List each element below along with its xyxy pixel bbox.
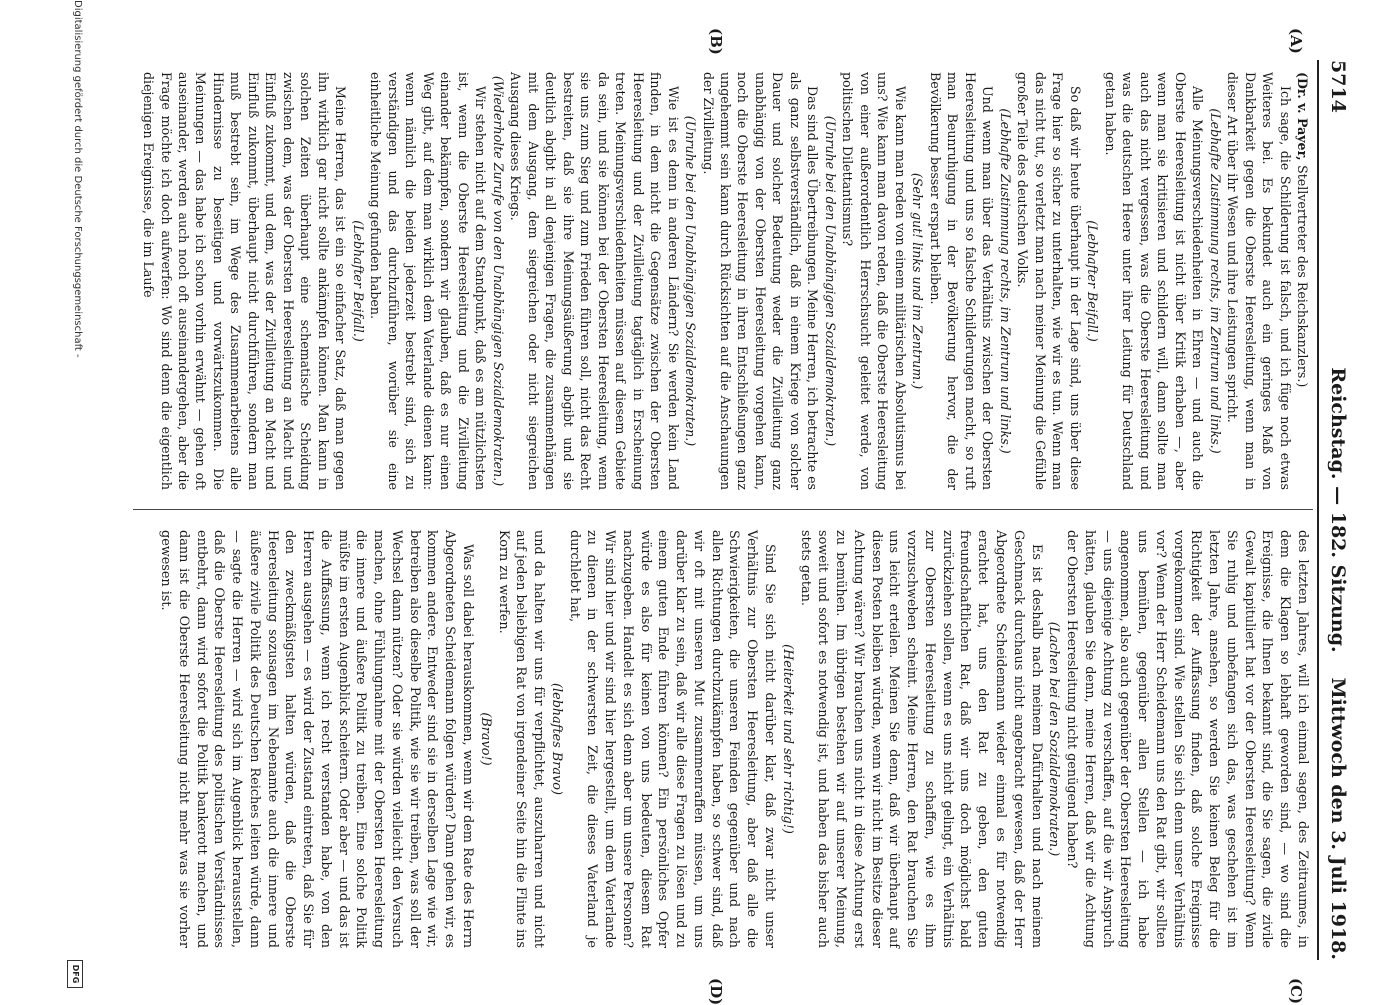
speech-paragraph: So daß wir heute überhaupt in der Lage sind, uns über diese Frage hier so sicher zu unterhalten, wie wir es tun. Wenn man das nicht tut, so verletzt man nach meiner Meinung die Gefühle großer Teile des deutschen Volks. <box>1015 72 1083 490</box>
speaker-line <box>1294 72 1311 490</box>
speech-paragraph: Es ist deshalb nach meinem Dafürhalten und nach meinem Geschmack durchaus nicht angebracht gewesen, daß der Herr Abgeordnete Scheidemann wieder einmal es für notwendig erachtet hat, uns den Rat zu geben, den guten freundschaftlichen Rat, daß wir uns doch möglichst bald zurückziehen sollen, wenn es uns nicht gelingt, ein Verhältnis zur Obersten Heeresleitung zu schaffen, wie es ihm vorzuschweben scheint. Meine Herren, den Rat brauchen Sie uns leicht erteilen. Meinen Sie denn, daß wir überhaupt auf diesen Posten bleiben würden, wenn wir nicht im Besitze dieser Achtung wären? Wir brauchen uns nicht in diese Achtung erst zu bemühen. Im übrigen bestehen wir auf unserer Meinung, soweit und sofort es notwendig ist, und haben das bisher auch stets getan. <box>797 530 1044 948</box>
margin-marker-b: (B) <box>707 28 725 55</box>
stage-direction: (Sehr gut! links und im Zentrum.) <box>910 172 926 390</box>
column-divider <box>133 509 1313 510</box>
speech-paragraph: Und wenn man über das Verhältnis zwischen der Obersten Heeresleitung und uns so falsche Schilderungen macht, so ruft man Beunruhigung in der Bevölkerung hervor, die der Bevölkerung besser erspart bleiben. <box>927 72 996 490</box>
speech-paragraph: und da halten wir uns für verpflichtet, auszuharren und nicht auf jeden beliebigen Rat von irgendeiner Seite hin die Flinte ins Korn zu werfen. <box>495 530 547 948</box>
document-page <box>83 28 1353 1005</box>
margin-marker-c: (C) <box>1287 978 1305 1005</box>
speech-paragraph: Meine Herren, das ist ein so einfacher Satz, daß man gegen ihn wirklich gar nicht sollte ankämpfen können. Man kann in solchen Zeiten überhaupt eine schematische Scheidung zwischen dem, was der Obersten Heeresleitung an Macht und Einfluß zukommt, und dem, was der Zivilleitung an Macht und Einfluß zukommt, überhaupt nicht durchführen, sondern man muß bestrebt sein, im Wege des Zusammenarbeitens alle Hindernisse zu beseitigen und vorwärtszukommen. Die Meinungen — das habe ich schon vorhin erwähnt — gehen oft auseinander, werden auch noch oft auseinandergehen, aber die Frage möchte ich doch aufwerfen: Wo sind denn die eigentlich diejenigen Ereignisse, die im Laufe <box>141 72 349 490</box>
left-text-column <box>140 72 1311 490</box>
speech-paragraph: Das sind alles Übertreibungen. Meine Herren, ich betrachte es als ganz selbstverständlich, daß in einem Kriege von solcher Dauer und solcher Bedeutung weder die Zivilleitung ganz unabhängig von der Obersten Heeresleitung vorgehen kann, noch die Oberste Heeresleitung in ihren Entschließungen ganz ungehemmt sein kann durch Rücksichten auf die Anschauungen der Zivilleitung. <box>700 72 821 490</box>
speech-paragraph: Wir stehen nicht auf dem Standpunkt, daß es am nützlichsten ist, wenn die Oberste Heeresleitung und die Zivilleitung einander bekämpfen, sondern wir glauben, daß es nur einen Weg gibt, auf dem man wirklich dem Vaterlande dienen kann: wenn nämlich die beiden jederzeit bestrebt sind, sich zu verständigen und das durchzuführen, worüber sie eine einheitliche Meinung gefunden haben. <box>368 72 489 490</box>
session-date: Mittwoch den 3. Juli 1918. <box>1327 677 1349 960</box>
dfg-logo-icon: DFG <box>67 960 83 988</box>
digitization-note <box>43 0 83 1000</box>
stage-direction: (lebhaftes Bravo) <box>548 683 564 795</box>
stage-direction: (Unruhe bei den Unabhängigen Sozialdemokraten.) <box>822 115 838 447</box>
speech-paragraph: Ich sage, die Schilderung ist falsch, und ich füge noch etwas Weiteres bei. Es bekundet auch ein geringes Maß von Dankbarkeit gegen die Oberste Heeresleitung, wenn man in dieser Art über ihr Wesen und ihre Leistungen spricht. <box>1225 72 1293 490</box>
stage-direction: (Heiterkeit und sehr richtig!) <box>779 644 795 834</box>
stage-direction: (Unruhe bei den Unabhängigen Sozialdemokraten.) <box>683 115 699 447</box>
speech-paragraph: Was soll dabei herauskommen, wenn wir dem Rate des Herrn Abgeordneten Scheidemann folgen würden? Dann gehen wir, es kommen andere. Entweder sind sie in derselben Lage wie wir, betreiben also dieselbe Politik, wie sie wir treiben, was soll der Wechsel dann nützen? Oder sie würden vielleicht den Versuch machen, ohne Fühlungnahme mit der Obersten Heeresleitung die innere und äußere Politik zu treiben. Eine solche Politik müßte im ersten Augenblick scheitern. Oder aber — und das ist die Auffassung, wenn ich recht verstanden habe, von den Herren ausgehen — es wird der Zustand eintreten, daß Sie für den zweckmäßigsten halten würden, daß die Oberste Heeresleitung sozusagen im Nebenamte auch die innere und äußere zivile Politik des Deutschen Reiches leiten würde, dann — sagte die Herren — wird sich im Augenblick herausstellen, daß die Oberste Heeresleitung des politischen Verständnisses entbehrt, dann wird sofort die Politik bankerott machen, und dann ist die Oberste Heeresleitung nicht mehr was sie vorher gewesen ist. <box>158 530 476 948</box>
speaker-role: Stellvertreter des Reichskanzlers.) <box>1295 165 1310 388</box>
right-text-column <box>156 530 1311 948</box>
stage-direction: (Bravo!) <box>477 712 493 766</box>
speech-paragraph: Wie kann man reden von einem militärischen Absolutismus bei uns? Wie kann man davon reden, daß die Oberste Heeresleitung von einer außerordentlich Herrschsucht geleitet werde, von politischen Dilettantismus? <box>840 72 908 490</box>
margin-marker-d: (D) <box>707 978 725 1005</box>
digitization-credit: Digitalisierung gefördert durch die Deutsche Forschungsgemeinschaft - <box>72 0 83 358</box>
speech-paragraph: Sind Sie sich nicht darüber klar, daß zwar nicht unser Verhältnis zur Obersten Heeresleitung, aber daß alle die Schwierigkeiten, die unseren Feinden gegenüber und nach allen Richtungen durchzukämpfen haben, so schwer sind, daß wir oft mit unseren Mut zusammenraffen müssen, um uns darüber klar zu sein, daß wir alle diese Fragen zu lösen und zu einem guten Ende führen können? Ein persönliches Opfer würde es also für keinen von uns bedeuten, diesem Rat nachzugeben. Handelt es sich denn aber um unsere Personen? Wir sind hier und wir sind hier hergestellt, um dem Vaterlande zu dienen in der schwersten Zeit, die dieses Vaterland je durchlebt hat, <box>566 530 778 948</box>
header-rule <box>1317 60 1319 960</box>
stage-direction: (Wiederholte Zurufe von den Unabhängigen Sozialdemokraten.) <box>490 75 506 487</box>
speech-paragraph: Alle Meinungsverschiedenheiten in Ehren — und auch die Oberste Heeresleitung ist nicht über Kritik erhaben —, aber wenn man sie kritisieren und schildern will, dann sollte man auch das nicht vergessen, was die Oberste Heeresleitung und was die deutschen Heere unter ihrer Leitung für Deutschland getan haben. <box>1102 72 1206 490</box>
stage-direction: (Lebhafter Beifall.) <box>1085 220 1101 342</box>
session-title: Reichstag. — 182. Sitzung. <box>1327 367 1349 653</box>
stage-direction: (Lebhafte Zustimmung rechts, im Zentrum und links.) <box>1207 108 1223 454</box>
speech-paragraph: Wie ist es denn in anderen Ländern? Sie werden kein Land finden, in dem nicht die Gegensätze zwischen der Obersten Heeresleitung und der Zivilleitung tagtäglich in Erscheinung treten. Meinungsverschiedenheiten müssen auf diesem Gebiete da sein, und sie können bei der Obersten Heeresleitung, wenn sie uns zum Sieg und zum Frieden führen soll, nicht das Recht bestreiten, daß sie ihre Meinungsäußerung abgibt und sie deutlich abgibt in all denjenigen Fragen, die zusammenhängen mit dem Ausgang, dem siegreichen oder nicht siegreichen Ausgang dieses Kriegs. <box>508 72 681 490</box>
stage-direction: (Lebhafter Beifall.) <box>350 220 366 342</box>
margin-marker-a: (A) <box>1287 28 1305 54</box>
stage-direction: (Lebhafte Zustimmung rechts, im Zentrum und links.) <box>997 108 1013 454</box>
page-number: 5714 <box>1327 60 1349 113</box>
speaker-name: (Dr. v. Payer, <box>1295 72 1310 166</box>
speech-paragraph: des letzten Jahres, will ich einmal sagen, des Zeitraumes, in dem die Klagen so lebhaft geworden sind, — wo sind die Ereignisse, die Ihnen bekannt sind, die Sie sagen, die zivile Gewalt kapituliert hat vor der Obersten Heeresleitung? Wenn Sie ruhig und unbefangen sich das, was geschehen ist im letzten Jahre, ansehen, so werden Sie keinen Beleg für die Richtigkeit der Auffassung finden, daß solche Ereignisse vorgekommen sind. Wie stellen Sie sich denn unser Verhältnis vor? Wenn der Herr Scheidemann uns den Rat gibt, wir sollten uns bemühen, gegenüber allen Stellen — ich habe angenommen, also auch gegenüber der Obersten Heeresleitung — uns diejenige Achtung zu verschaffen, auf die wir Anspruch hätten, glauben Sie denn, meine Herren, daß wir die Achtung der Obersten Heeresleitung nicht genügend haben? <box>1064 530 1310 948</box>
stage-direction: (Lachen bei den Sozialdemokraten.) <box>1046 621 1062 857</box>
page-header <box>1319 60 1353 960</box>
